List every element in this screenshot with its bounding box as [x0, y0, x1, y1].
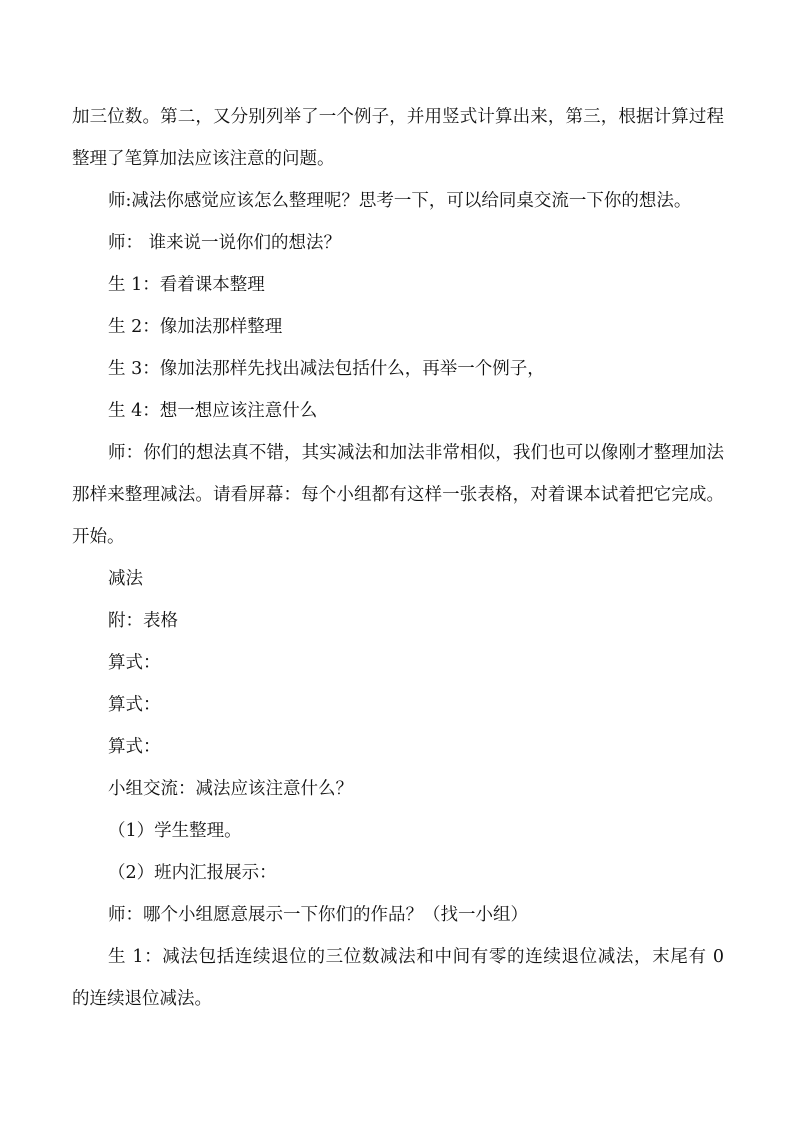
paragraph-student-2: 生 2：像加法那样整理 [108, 317, 283, 337]
paragraph-student-1: 生 1：看着课本整理 [108, 275, 265, 295]
paragraph-attached-table: 附：表格 [108, 611, 178, 631]
paragraph-teacher-who-speaks: 师： 谁来说一说你们的想法？ [108, 233, 342, 253]
paragraph-student-4: 生 4：想一想应该注意什么 [108, 401, 318, 421]
paragraph-teacher-question-subtraction: 师:减法你感觉应该怎么整理呢？思考一下，可以给同桌交流一下你的想法。 [108, 191, 692, 211]
paragraph-student-3: 生 3：像加法那样先找出减法包括什么，再举一个例子， [108, 359, 545, 379]
paragraph-teacher-which-group: 师：哪个小组愿意展示一下你们的作品？（找一小组） [108, 905, 528, 925]
paragraph-subtraction-heading: 减法 [108, 569, 143, 589]
paragraph-formula-2: 算式： [108, 695, 161, 715]
paragraph-student-1-answer: 生 1：减法包括连续退位的三位数减法和中间有零的连续退位减法，末尾有 0 的连续退位减法。 [72, 947, 724, 1009]
paragraph-formula-1: 算式： [108, 653, 161, 673]
document-body [72, 96, 724, 1020]
paragraph-step-2: （2）班内汇报展示： [108, 863, 277, 883]
paragraph-addition-summary: 加三位数。第二，又分别列举了一个例子，并用竖式计算出来，第三，根据计算过程整理了笔算加法应该注意的问题。 [72, 107, 724, 169]
paragraph-step-1: （1）学生整理。 [108, 821, 242, 841]
paragraph-formula-3: 算式： [108, 737, 161, 757]
paragraph-group-discussion: 小组交流：减法应该注意什么？ [108, 779, 353, 799]
paragraph-teacher-instruction: 师：你们的想法真不错，其实减法和加法非常相似，我们也可以像刚才整理加法那样来整理减法。请看屏幕：每个小组都有这样一张表格，对着课本试着把它完成。开始。 [72, 443, 724, 547]
